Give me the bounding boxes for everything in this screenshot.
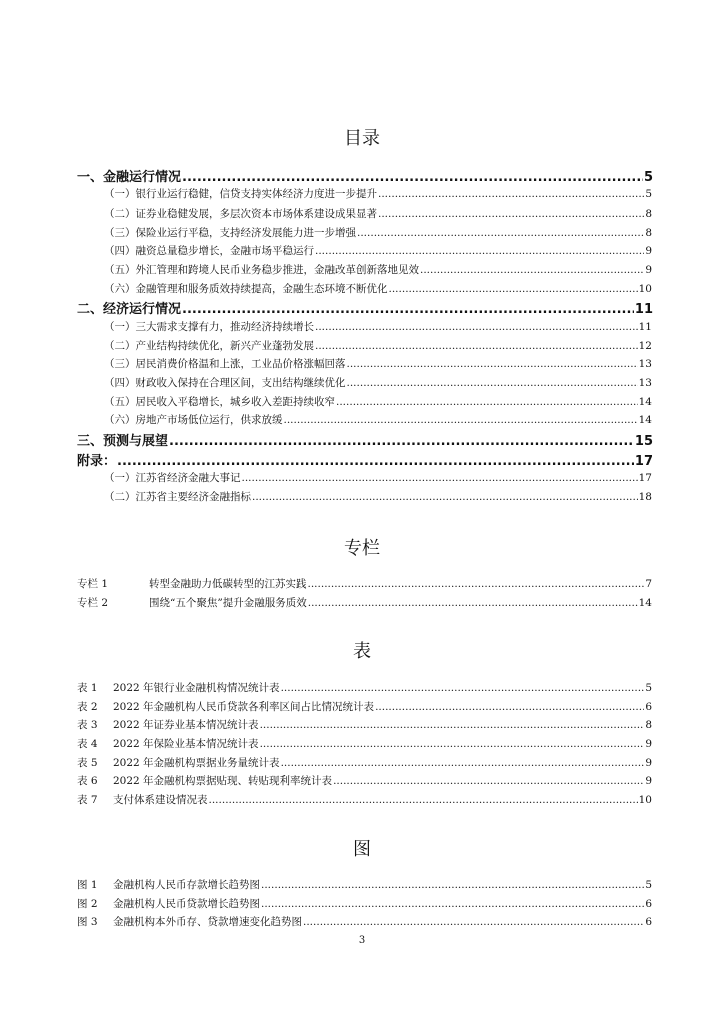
table-prefix: 表 5 [77, 757, 98, 769]
toc-item-page: 11 [638, 321, 652, 333]
table-entry[interactable] [77, 736, 652, 751]
toc-item[interactable] [104, 394, 652, 409]
toc-section-label: 二、经济运行情况 [77, 302, 182, 317]
table-page: 9 [645, 757, 652, 769]
toc-item-label: （五）居民收入平稳增长，城乡收入差距持续收窄 [104, 396, 335, 408]
toc-item-label: （四）财政收入保持在合理区间，支出结构继续优化 [104, 377, 346, 389]
figure-entry[interactable] [77, 877, 652, 892]
column-label: 围绕“五个聚焦”提升金融服务质效 [149, 597, 307, 609]
table-entry[interactable] [77, 792, 652, 807]
toc-section-page: 5 [643, 170, 653, 185]
toc-item[interactable] [104, 225, 652, 240]
table-label: 2022 年保险业基本情况统计表 [113, 738, 259, 750]
toc-section-3[interactable] [77, 430, 653, 449]
toc-section-appendix[interactable] [77, 450, 653, 469]
column-page: 7 [645, 578, 652, 590]
figure-label: 金融机构人民币贷款增长趋势图 [113, 898, 260, 910]
column-page: 14 [638, 597, 652, 609]
table-prefix: 表 7 [77, 794, 98, 806]
toc-item-label: （五）外汇管理和跨境人民币业务稳步推进，金融改革创新落地见效 [104, 264, 419, 276]
table-page: 6 [645, 701, 652, 713]
tables-title: 表 [353, 641, 371, 662]
table-page: 9 [645, 738, 652, 750]
figure-page: 5 [645, 879, 652, 891]
toc-item-label: （一）江苏省经济金融大事记 [104, 472, 241, 484]
table-label: 2022 年金融机构票据贴现、转贴现利率统计表 [113, 775, 333, 787]
toc-section-label: 一、金融运行情况 [77, 170, 182, 185]
toc-item[interactable] [104, 206, 652, 221]
table-prefix: 表 3 [77, 719, 98, 731]
toc-item-label: （一）银行业运行稳健，信贷支持实体经济力度进一步提升 [104, 188, 377, 200]
table-label: 2022 年银行业金融机构情况统计表 [113, 682, 280, 694]
figure-prefix: 图 1 [77, 879, 98, 891]
toc-title: 目录 [344, 128, 380, 149]
toc-item[interactable] [104, 356, 652, 371]
toc-item[interactable] [104, 412, 652, 427]
table-page: 9 [645, 775, 652, 787]
figure-label: 金融机构本外币存、贷款增速变化趋势图 [113, 916, 302, 928]
toc-item[interactable] [104, 186, 652, 201]
toc-item-page: 13 [638, 358, 652, 370]
table-page: 10 [638, 794, 652, 806]
toc-section-1[interactable] [77, 166, 653, 185]
toc-section-page: 17 [634, 454, 653, 469]
table-prefix: 表 2 [77, 701, 98, 713]
figure-prefix: 图 3 [77, 916, 98, 928]
toc-item-label: （二）产业结构持续优化，新兴产业蓬勃发展 [104, 340, 314, 352]
toc-item-page: 8 [645, 208, 652, 220]
column-entry[interactable] [77, 595, 652, 610]
page-number: 3 [358, 935, 366, 946]
toc-item-page: 5 [645, 188, 652, 200]
table-entry[interactable] [77, 680, 652, 695]
table-label: 2022 年证券业基本情况统计表 [113, 719, 259, 731]
toc-item[interactable] [104, 338, 652, 353]
figure-entry[interactable] [77, 914, 652, 929]
toc-item-page: 18 [638, 491, 652, 503]
column-prefix: 专栏 2 [77, 597, 109, 609]
toc-item-page: 14 [638, 396, 652, 408]
toc-item[interactable] [104, 470, 652, 485]
table-entry[interactable] [77, 773, 652, 788]
column-label: 转型金融助力低碳转型的江苏实践 [149, 578, 307, 590]
toc-item-label: （二）证券业稳健发展，多层次资本市场体系建设成果显著 [104, 208, 377, 220]
toc-item-label: （六）金融管理和服务质效持续提高，金融生态环境不断优化 [104, 283, 388, 295]
toc-item-page: 13 [638, 377, 652, 389]
toc-item-label: （一）三大需求支撑有力，推动经济持续增长 [104, 321, 314, 333]
figure-page: 6 [645, 898, 652, 910]
toc-item[interactable] [104, 375, 652, 390]
table-page: 8 [645, 719, 652, 731]
table-page: 5 [645, 682, 652, 694]
table-label: 2022 年金融机构人民币贷款各利率区间占比情况统计表 [113, 701, 375, 713]
table-label: 2022 年金融机构票据业务量统计表 [113, 757, 280, 769]
table-prefix: 表 6 [77, 775, 98, 787]
toc-item-label: （四）融资总量稳步增长，金融市场平稳运行 [104, 245, 314, 257]
toc-section-page: 15 [634, 434, 653, 449]
toc-section-page: 11 [634, 302, 653, 317]
column-prefix: 专栏 1 [77, 578, 109, 590]
toc-section-label: 三、预测与展望 [77, 434, 169, 449]
toc-section-label: 附录： [77, 454, 117, 469]
columns-title: 专栏 [344, 538, 380, 559]
figure-entry[interactable] [77, 896, 652, 911]
toc-item-page: 14 [638, 414, 652, 426]
toc-item-page: 9 [645, 245, 652, 257]
toc-item[interactable] [104, 243, 652, 258]
toc-item-page: 8 [645, 227, 652, 239]
table-prefix: 表 4 [77, 738, 98, 750]
toc-item-label: （三）居民消费价格温和上涨，工业品价格涨幅回落 [104, 358, 346, 370]
toc-item-page: 10 [638, 283, 652, 295]
toc-item[interactable] [104, 489, 652, 504]
toc-item-label: （三）保险业运行平稳，支持经济发展能力进一步增强 [104, 227, 356, 239]
table-entry[interactable] [77, 717, 652, 732]
figure-label: 金融机构人民币存款增长趋势图 [113, 879, 260, 891]
toc-item[interactable] [104, 281, 652, 296]
figure-page: 6 [645, 916, 652, 928]
figure-prefix: 图 2 [77, 898, 98, 910]
toc-item-label: （六）房地产市场低位运行，供求放缓 [104, 414, 283, 426]
toc-section-2[interactable] [77, 298, 653, 317]
table-entry[interactable] [77, 755, 652, 770]
toc-item-page: 12 [638, 340, 652, 352]
toc-item-label: （二）江苏省主要经济金融指标 [104, 491, 251, 503]
toc-item[interactable] [104, 319, 652, 334]
toc-item[interactable] [104, 262, 652, 277]
table-prefix: 表 1 [77, 682, 98, 694]
table-label: 支付体系建设情况表 [113, 794, 208, 806]
toc-item-page: 9 [645, 264, 652, 276]
column-entry[interactable] [77, 576, 652, 591]
toc-item-page: 17 [638, 472, 652, 484]
table-entry[interactable] [77, 699, 652, 714]
figures-title: 图 [353, 839, 371, 860]
